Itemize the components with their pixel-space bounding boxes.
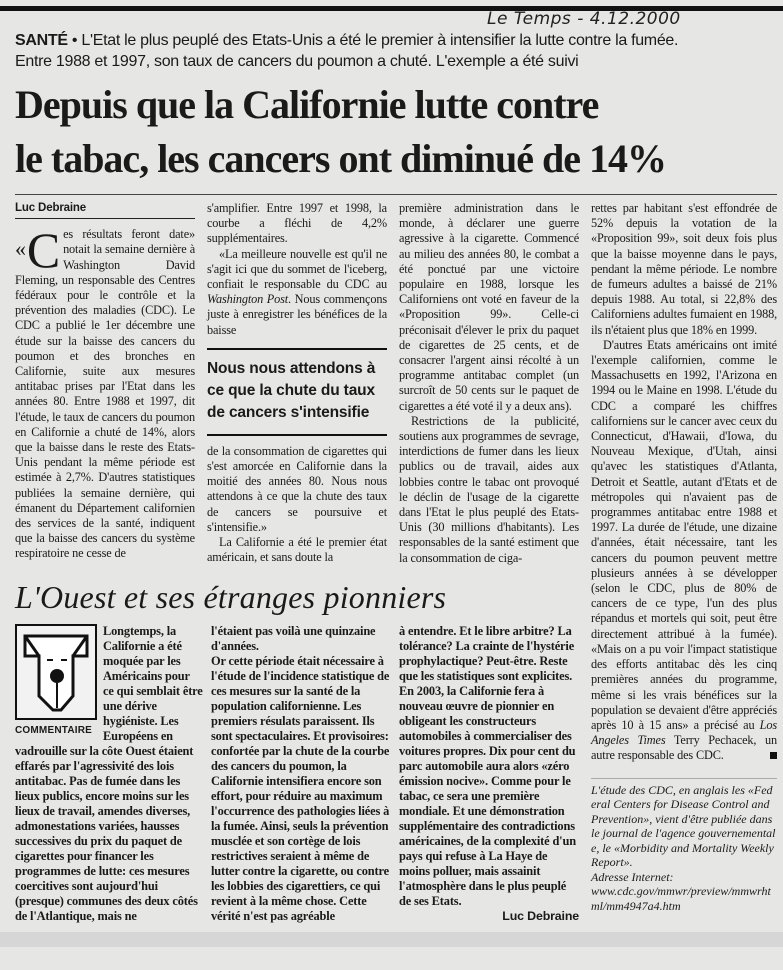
- paragraph: Restrictions de la publicité, soutiens aux programmes de sevrage, interdictions de fumer dans les lieux publics ou de travail, aides aux lobbies contre le tabac ont provoqué le déclin de l'usage de la cigarette dans l'Etat le plus peuplé des Etats-Unis (30 millions d'habitants). Les responsables de la santé estiment que la consommation de ciga-: [399, 413, 579, 565]
- page-edge: [0, 932, 783, 947]
- text: Terry Pechacek, un autre responsable des CDC.: [591, 733, 777, 763]
- pull-quote: Nous nous attendons à ce que la chute du taux de cancers s'intensifie: [207, 348, 387, 436]
- paragraph: [15, 222, 195, 561]
- bullet: •: [71, 32, 78, 49]
- commentary-logo: [15, 624, 97, 736]
- headline: [15, 78, 777, 186]
- source-note: [591, 778, 777, 914]
- article-columns: [15, 201, 579, 566]
- divider: [15, 194, 777, 195]
- article-column-1: [15, 201, 195, 562]
- paragraph: première administration dans le monde, à déclarer une guerre agressive à la cigarette. Commencé au milieu des années 80, le combat a été ponctué par une victoire populaire en 1988, lorsque les Californiens ont voté en faveur de la «Proposition 99». Celle-ci préconisait d'élever le prix du paquet de cigarettes de 25 cents, et de consacrer l'argent ainsi récolté à un programme antitabac complet (un surcroît de 50 cents sur le paquet de cigarettes a été voté il y a deux ans).: [399, 201, 579, 413]
- handwritten-source-note: Le Temps - 4.12.2000: [487, 9, 681, 29]
- col1-text: es résultats feront date» notait la semaine dernière à Washington David Fleming, un responsable des Centres fédéraux pour le contrôle et la prévention des maladies (CDC). Le CDC a publié le 1er décembre une étude sur la baisse des cancers du poumon et des bronches en Californie, suite aux mesures antitabac prises par l'Etat dans les années 80. Entre 1988 et 1997, dit l'étude, le taux de cancers du poumon en Californie a chuté de 14%, alors que la baisse dans le reste des Etats-Unis pendant la même période est estimée à 2,7%. D'autres statistiques publiées la semaine dernière, qui émanent du Département californien des services de la santé, indiquent que la baisse des cancers du système respiratoire ne cesse de: [15, 227, 195, 561]
- right-area: [591, 201, 777, 913]
- fountain-pen-nib-face-icon: [15, 624, 97, 720]
- note-text: L'étude des CDC, en anglais les «Federal Centers for Disease Control and Prevention», vient d'être publiée dans le journal de l'agence gouvernementale, le «Morbidity and Mortality Weekly Report».: [591, 782, 776, 870]
- left-area: [15, 201, 579, 924]
- article-column-2: [207, 201, 387, 565]
- publication-name: Washington Post: [207, 292, 289, 307]
- paragraph: [591, 338, 777, 764]
- commentary-column-3: [399, 624, 579, 924]
- article-column-3: [399, 201, 579, 566]
- paragraph: Or cette période était nécessaire à l'étude de l'incidence statistique de ces mesures sur la santé de la population californienne. Les premiers résulats paraissent. Ils sont spectaculaires. Et provisoires: confortée par la chute de la courbe des cancers du poumon, la Californie intensifiera encore son effort, pour réduire au maximum l'occurrence des pathologies liées à la fumée. Ainsi, seuls la prévention musclée et son cortège de lois restrictives seraient à même de lutter contre la cigarette, ou contre les lobbies des cigarettiers, ce qui revient à la même chose. Cette vérité n'est pas agréable: [211, 653, 390, 923]
- text: . Nous commençons juste à enregistrer les bénéfices de la baisse: [207, 292, 387, 337]
- note-address-label: Adresse Internet:: [591, 869, 674, 884]
- publication-name: Los Angeles Times: [591, 717, 777, 748]
- signature: Luc Debraine: [502, 908, 579, 923]
- end-mark: [770, 752, 777, 759]
- note-url: www.cdc.gov/mmwr/preview/mmwrhtml/mm4947a4.htm: [591, 884, 771, 913]
- headline-line1: Depuis que la Californie lutte contre: [15, 82, 599, 127]
- content-area: [15, 201, 777, 924]
- paragraph: [207, 247, 387, 338]
- paragraph: à entendre. Et le libre arbitre? La tolérance? La crainte de l'hystérie prophylactique? Peut-être. Reste que les statistiques sont explicites.: [399, 623, 575, 683]
- kicker-line2: Entre 1988 et 1997, son taux de cancers du poumon a chuté. L'exemple a été suivi: [15, 53, 579, 70]
- paragraph: l'étaient pas voilà une quinzaine d'années.: [211, 623, 376, 653]
- commentary-columns: [15, 624, 579, 924]
- text: D'autres Etats américains ont imité l'exemple californien, comme le Massachusetts en 1992, l'Arizona en 1994 ou le Maine en 1998. L'étude du CDC a comparé les chiffres californiens sur le cancer avec ceux du Connecticut, d'Hawaii, d'Iowa, du Nouveau Mexique, d'Utah, ainsi qu'avec les statistiques d'Atlanta, Detroit et Seattle, autant d'Etats et de métropoles qui n'avaient pas de programmes antitabac entre 1988 et 1997. La durée de l'étude, une dizaine d'années, était nécessaire, tant les cancers du poumon peuvent mettre plusieurs années à se développer (selon le CDC, plus de 80% de cancers de ce type, l'un des plus répandus et mortels qui soit, peut être directement attribué à la fumée). «Mais on a pu voir l'impact statistique des efforts antitabac dès les cinq premières années du programme, même si les vrais bénéfices sur la population se devaient d'être appréciés après 10 à 15 ans» a précisé au: [591, 337, 777, 732]
- drop-cap: C: [26, 222, 61, 279]
- byline: Luc Debraine: [15, 201, 195, 219]
- logo-label: COMMENTAIRE: [15, 724, 93, 736]
- headline-line2: le tabac, les cancers ont diminué de 14%: [15, 136, 667, 181]
- commentary-column-2: [211, 624, 391, 924]
- paragraph: rettes par habitant s'est effondrée de 52% depuis la votation de la «Proposition 99», soit deux fois plus que la baisse moyenne dans le pays, pendant la même période. Le nombre de fumeurs adultes a baissé de 21% depuis 1988. Au total, si 22,8% des Californiens adultes fumaient en 1988, ils n'étaient plus que 18% en 1999.: [591, 201, 777, 337]
- commentary-column-1: [15, 624, 203, 924]
- paragraph: La Californie a été le premier état américain, et sans doute la: [207, 535, 387, 565]
- paragraph: s'amplifier. Entre 1997 et 1998, la courbe a fléchi de 4,2% supplémentaires.: [207, 201, 387, 246]
- kicker: [15, 30, 777, 72]
- open-quote: «: [15, 236, 26, 262]
- kicker-line1: L'Etat le plus peuplé des Etats-Unis a été le premier à intensifier la lutte contre la fumée.: [81, 32, 679, 49]
- article-column-4: [591, 201, 777, 764]
- paragraph: En 2003, la Californie fera à nouveau œuvre de pionnier en obligeant les constructeurs automobiles à commercialiser des voitures propres. Dix pour cent du parc automobile aura alors «zéro émission nocive». Comme pour le tabac, ce sera une première mondiale. Et une démonstration supplémentaire des contradictions américaines, de la complexité d'un pays qui refuse à La Haye de moins polluer, mais assainit l'atmosphère dans le plus peuplé de ses Etats.: [399, 683, 576, 908]
- paragraph: de la consommation de cigarettes qui s'est amorcée en Californie dans la moitié des années 80. Nous nous attendons à ce que la chute des taux de cancers se poursuive et s'intensifie.»: [207, 443, 387, 534]
- rubric: SANTÉ: [15, 32, 68, 49]
- text: «La meilleure nouvelle est qu'il ne s'agit ici que du sommet de l'iceberg, confiait le responsable du CDC au: [207, 246, 387, 292]
- commentary-title: L'Ouest et ses étranges pionniers: [15, 578, 447, 615]
- paragraph: Longtemps, la Californie a été moquée par les Américains pour ce qui semblait être une dérive hygiéniste. Les Européens en vadrouille sur la côte Ouest étaient effarés par l'agressivité des lois antitabac. Pas de fumée dans les lieux publics, encore moins sur les lieux de travail, amendes diverses, admonestations variées, hausses successives du prix du paquet de cigarettes pour financer les programmes de lutte: ces mesures coercitives sont aujourd'hui (presque) communes des deux côtés de l'Atlantique, mais ne: [15, 623, 203, 923]
